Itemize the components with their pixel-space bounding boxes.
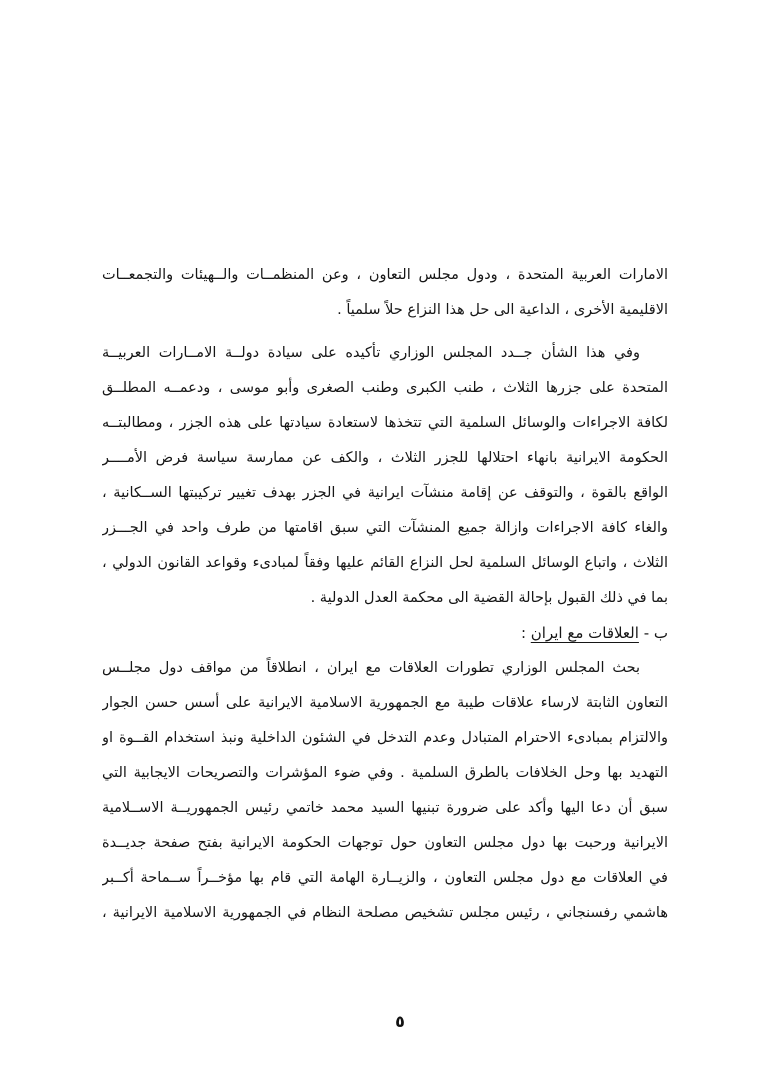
- text-line: الحكومة الايرانية بانهاء احتلالها للجزر الثلاث ، والكف عن ممارسة سياسة فرض الأمــــر: [102, 450, 668, 466]
- section-letter: ب -: [638, 624, 668, 642]
- paragraph-uae-islands-sovereignty: [102, 336, 668, 616]
- text-line: الاقليمية الأخرى ، الداعية الى حل هذا النزاع حلاً سلمياً .: [337, 302, 668, 318]
- text-line: الثلاث ، واتباع الوسائل السلمية لحل النزاع القائم عليها وفقاً لمبادىء وقواعد القانون الدولي ،: [102, 555, 668, 571]
- section-heading-relations-with-iran: [102, 616, 668, 651]
- text-line: لكافة الاجراءات والوسائل السلمية التي تتخذها لاستعادة سيادتها على هذه الجزر ، ومطالبتــه: [102, 415, 668, 431]
- paragraph-iran-relations: [102, 651, 668, 931]
- text-line: سبق أن دعا اليها وأكد على ضرورة تبنيها السيد محمد خاتمي رئيس الجمهوريــة الاســلامية: [102, 800, 668, 816]
- text-line: بما في ذلك القبول بإحالة القضية الى محكمة العدل الدولية .: [310, 590, 668, 606]
- text-line: التهديد بها وحل الخلافات بالطرق السلمية . وفي ضوء المؤشرات والتصريحات الايجابية التي: [102, 765, 668, 781]
- text-line: المتحدة على جزرها الثلاث ، طنب الكبرى وطنب الصغرى وأبو موسى ، ودعمــه المطلــق: [102, 380, 668, 396]
- text-line: الواقع بالقوة ، والتوقف عن إقامة منشآت ايرانية في الجزر بهدف تغيير تركيبتها الســكانية ،: [102, 485, 668, 501]
- text-line: الامارات العربية المتحدة ، ودول مجلس التعاون ، وعن المنظمــات والــهيئات والتجمعــات: [102, 267, 668, 283]
- text-line: التعاون الثابتة لارساء علاقات طيبة مع الجمهورية الاسلامية الايرانية على أسس حسن الجوار: [102, 695, 668, 711]
- text-line: بحث المجلس الوزاري تطورات العلاقات مع ايران ، انطلاقاً من مواقف دول مجلــس: [102, 660, 640, 676]
- text-line: في العلاقات مع دول مجلس التعاون ، والزيــارة الهامة التي قام بها مؤخــراً ســماحة أكــبر: [102, 870, 668, 886]
- text-line: والغاء كافة الاجراءات وازالة جميع المنشآت التي سبق اقامتها من طرف واحد في الجـــزر: [102, 520, 668, 536]
- page-number: ٥: [395, 1012, 405, 1031]
- text-line: والالتزام بمبادىء الاحترام المتبادل وعدم التدخل في الشئون الداخلية ونبذ استخدام القــوة او: [102, 730, 668, 746]
- section-colon: :: [520, 624, 531, 642]
- text-line: هاشمي رفسنجاني ، رئيس مجلس تشخيص مصلحة النظام في الجمهورية الاسلامية الايرانية ،: [102, 905, 668, 921]
- text-line: الايرانية ورحبت بها دول مجلس التعاون حول توجهات الحكومة الايرانية بفتح صفحة جديــدة: [102, 835, 668, 851]
- document-text-block: [102, 258, 668, 931]
- section-title-underlined: العلاقات مع ايران: [530, 624, 639, 642]
- paragraph-peaceful-resolution-continuation: [102, 258, 668, 328]
- text-line: وفي هذا الشأن جــدد المجلس الوزاري تأكيده على سيادة دولــة الامــارات العربيــة: [102, 345, 640, 361]
